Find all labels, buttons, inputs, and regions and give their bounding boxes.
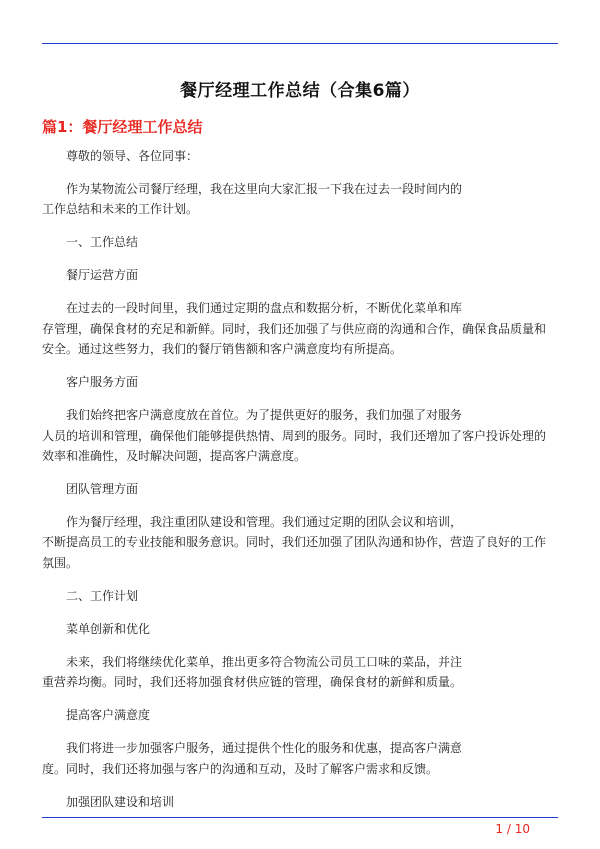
header-rule	[42, 43, 558, 44]
paragraph	[42, 372, 560, 392]
paragraph-line: 我们始终把客户满意度放在首位。为了提供更好的服务，我们加强了对服务	[66, 408, 463, 423]
paragraph	[42, 792, 560, 812]
paragraph-line: 人员的培训和管理，确保他们能够提供热情、周到的服务。同时，我们还增加了客户投诉处理的	[42, 428, 547, 443]
paragraph	[42, 405, 560, 466]
paragraph-line: 尊敬的领导、各位同事：	[66, 149, 199, 163]
paragraph-line: 氛围。	[42, 555, 79, 570]
paragraph-line: 一、工作总结	[66, 235, 139, 250]
paragraph-line: 加强团队建设和培训	[66, 794, 175, 809]
paragraph	[42, 298, 560, 359]
paragraph-line: 作为餐厅经理，我注重团队建设和管理。我们通过定期的团队会议和培训，	[66, 515, 463, 530]
paragraph	[42, 586, 560, 606]
paragraph-line: 存管理，确保食材的充足和新鲜。同时，我们还加强了与供应商的沟通和合作，确保食品质量和	[42, 321, 547, 336]
footer-rule	[42, 817, 558, 818]
paragraph	[42, 265, 560, 285]
paragraph-line: 工作总结和未来的工作计划。	[42, 202, 199, 217]
page-indicator: 1 / 10	[495, 822, 530, 836]
paragraph	[42, 179, 560, 220]
paragraph-line: 重营养均衡。同时，我们还将加强食材供应链的管理，确保食材的新鲜和质量。	[42, 675, 463, 690]
paragraph	[42, 512, 560, 573]
paragraph-line: 效率和准确性，及时解决问题，提高客户满意度。	[42, 449, 307, 464]
section-heading: 篇1：餐厅经理工作总结	[42, 118, 203, 136]
paragraph	[42, 738, 560, 779]
document-title: 餐厅经理工作总结（合集6篇）	[180, 81, 420, 101]
paragraph-line: 不断提高员工的专业技能和服务意识。同时，我们还加强了团队沟通和协作，营造了良好的工作	[42, 535, 547, 550]
paragraph-line: 在过去的一段时间里，我们通过定期的盘点和数据分析，不断优化菜单和库	[66, 301, 463, 316]
paragraph	[42, 146, 560, 166]
paragraph-line: 餐厅运营方面	[66, 268, 139, 283]
paragraph-line: 客户服务方面	[66, 375, 139, 390]
paragraph	[42, 705, 560, 725]
paragraph-line: 二、工作计划	[66, 588, 139, 603]
paragraph	[42, 652, 560, 693]
paragraph	[42, 619, 560, 639]
paragraph-line: 菜单创新和优化	[66, 621, 151, 636]
paragraph	[42, 479, 560, 499]
paragraph-line: 提高客户满意度	[66, 708, 151, 723]
paragraph-line: 安全。通过这些努力，我们的餐厅销售额和客户满意度均有所提高。	[42, 342, 403, 357]
paragraph-line: 团队管理方面	[66, 482, 139, 497]
document-body	[42, 146, 560, 825]
paragraph-line: 我们将进一步加强客户服务，通过提供个性化的服务和优惠，提高客户满意	[66, 741, 463, 756]
paragraph-line: 未来，我们将继续优化菜单，推出更多符合物流公司员工口味的菜品，并注	[66, 654, 463, 669]
paragraph-line: 作为某物流公司餐厅经理，我在这里向大家汇报一下我在过去一段时间内的	[66, 182, 463, 196]
paragraph	[42, 232, 560, 252]
paragraph-line: 度。同时，我们还将加强与客户的沟通和互动，及时了解客户需求和反馈。	[42, 761, 439, 776]
